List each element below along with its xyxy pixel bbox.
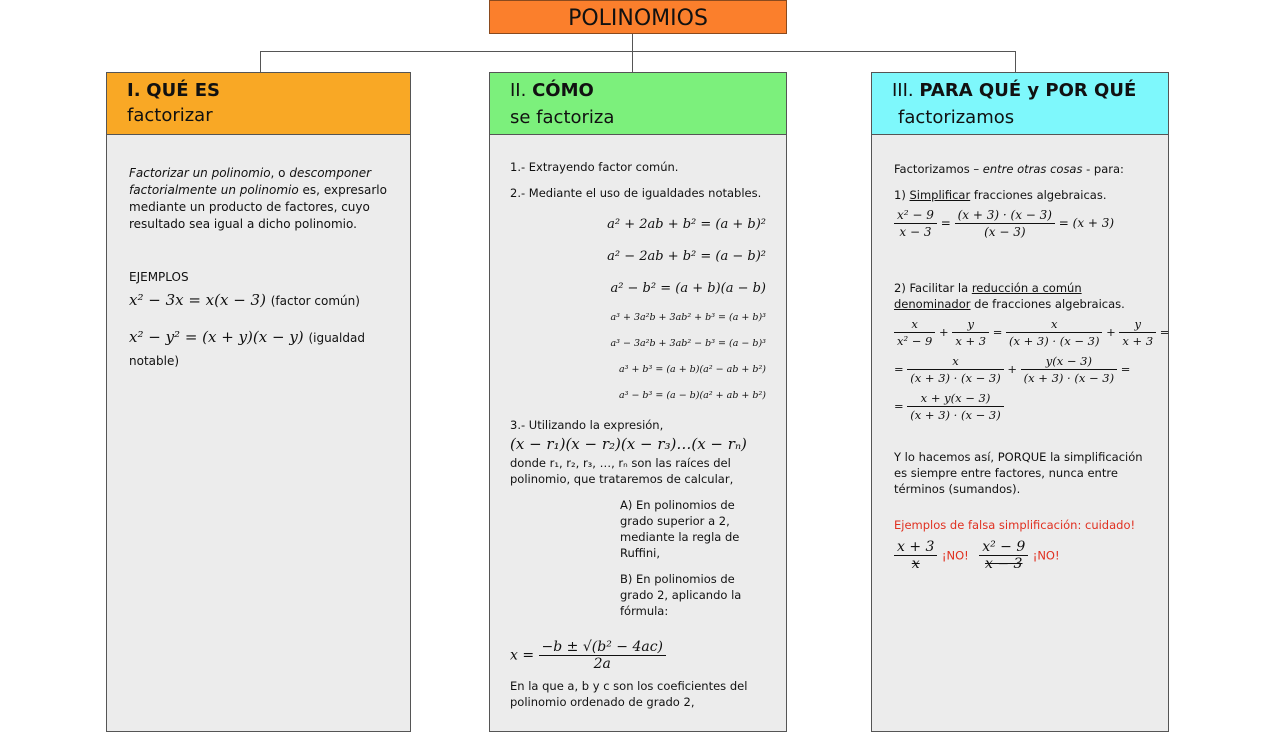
- header-title: CÓMO: [532, 80, 594, 101]
- header-roman: I.: [127, 80, 141, 101]
- formula-denominator: 2a: [593, 656, 611, 672]
- item-2-key: reducción a común denominador: [894, 281, 1082, 311]
- formula-numerator: −b ± √(b² − 4ac): [539, 639, 666, 656]
- fraction-denominator: (x + 3) · (x − 3): [1023, 371, 1115, 385]
- intro-italic: entre otras cosas: [982, 162, 1083, 176]
- fraction-denominator: x² − 9: [897, 334, 933, 348]
- example-1: x² − 3x = x(x − 3): [129, 291, 266, 309]
- reason-text: Y lo hacemos así, PORQUE la simplificación es siempre entre factores, nunca entre términos (sumandos).: [894, 450, 1143, 496]
- false-fraction-denominator: x − 3: [985, 556, 1023, 572]
- no-label: ¡NO!: [941, 548, 969, 563]
- warning-text: Ejemplos de falsa simplificación: cuidado!: [894, 518, 1136, 532]
- fraction-denominator: (x − 3): [984, 225, 1026, 239]
- equals-sign: =: [940, 216, 951, 230]
- step-3: 3.- Utilizando la expresión,: [510, 418, 664, 432]
- identity: a² + 2ab + b² = (a + b)²: [607, 217, 766, 232]
- header-title: PARA QUÉ y POR QUÉ: [919, 80, 1137, 101]
- connector-horizontal: [260, 51, 1016, 52]
- identity: a² − 2ab + b² = (a − b)²: [607, 249, 766, 264]
- example-2-note: (igualdad notable): [129, 331, 365, 368]
- fraction-denominator: (x + 3) · (x − 3): [910, 371, 1001, 385]
- column-header: [872, 73, 1168, 135]
- connector-vertical-main: [632, 34, 633, 72]
- step-2: 2.- Mediante el uso de igualdades notables.: [510, 186, 762, 200]
- examples-label: EJEMPLOS: [129, 270, 189, 284]
- header-subtitle: factorizar: [127, 105, 213, 126]
- fraction-numerator: x: [907, 353, 1003, 370]
- equals-sign: =: [894, 399, 904, 413]
- common-denominator-row-3: [894, 390, 1146, 423]
- header-title: QUÉ ES: [146, 80, 221, 101]
- fraction-denominator: (x + 3) · (x − 3): [910, 408, 1001, 422]
- fraction-numerator: y: [1119, 316, 1156, 333]
- roots-expression: (x − r₁)(x − r₂)(x − r₃)…(x − rₙ): [510, 435, 747, 453]
- false-fraction-numerator: x² − 9: [979, 539, 1028, 556]
- roots-description: donde r₁, r₂, r₃, …, rₙ son las raíces del polinomio, que trataremos de calcular,: [510, 456, 734, 486]
- item-2: [894, 280, 1146, 312]
- result: = (x + 3): [1058, 216, 1115, 230]
- fraction-numerator: x: [1006, 316, 1102, 333]
- common-denominator-row-1: [894, 316, 1170, 349]
- fraction-denominator: x + 3: [1122, 334, 1154, 348]
- identity: a² − b² = (a + b)(a − b): [610, 281, 766, 296]
- identity: a³ − 3a²b + 3ab² − b³ = (a − b)³: [610, 338, 766, 349]
- item-1-text: fracciones algebraicas.: [970, 188, 1107, 202]
- option-b: B) En polinomios de grado 2, aplicando la fórmula:: [620, 572, 742, 618]
- fraction-numerator: x² − 9: [894, 207, 937, 224]
- identity: a³ + 3a²b + 3ab² + b³ = (a + b)³: [610, 312, 766, 323]
- column-como: [489, 72, 787, 732]
- formula-lhs: x =: [510, 647, 535, 664]
- item-1: [894, 187, 1146, 203]
- no-label: ¡NO!: [1032, 548, 1060, 563]
- definition-term-alt: descomponer factorialmente un polinomio: [129, 166, 372, 197]
- intro-text: Factorizamos –: [894, 162, 983, 176]
- connector-left: [260, 51, 261, 72]
- fraction-numerator: x: [894, 316, 935, 333]
- fraction-denominator: (x + 3) · (x − 3): [1009, 334, 1100, 348]
- fraction-denominator: x + 3: [955, 334, 987, 348]
- option-a: A) En polinomios de grado superior a 2, mediante la regla de Ruffini,: [620, 498, 740, 560]
- definition-text-rest: es, expresarlo mediante un producto de factores, cuyo resultado sea igual a dicho polinomio.: [129, 183, 387, 231]
- item-2-text-end: de fracciones algebraicas.: [970, 297, 1125, 311]
- false-fraction-denominator: x: [911, 556, 920, 572]
- header-roman: II.: [510, 80, 527, 101]
- connector-right: [1015, 51, 1016, 72]
- column-para-que: [871, 72, 1169, 732]
- simplification-example: [894, 207, 1146, 240]
- plus-sign: +: [939, 325, 949, 339]
- column-que-es: [106, 72, 411, 732]
- fraction-denominator: x − 3: [899, 225, 932, 239]
- column-header: [107, 73, 410, 135]
- false-fraction-numerator: x + 3: [894, 539, 937, 556]
- example-1-note: (factor común): [270, 294, 360, 308]
- item-2-text: 2) Facilitar la: [894, 281, 972, 295]
- definition: [129, 165, 388, 233]
- intro: [894, 161, 1146, 177]
- identity: a³ − b³ = (a − b)(a² + ab + b²): [618, 390, 766, 401]
- equals-sign: =: [992, 325, 1003, 339]
- false-simplification-examples: [894, 539, 1146, 572]
- identities-list: [510, 209, 766, 409]
- fraction-numerator: y: [952, 316, 989, 333]
- coefficients-note: En la que a, b y c son los coeficientes del polinomio ordenado de grado 2,: [510, 679, 748, 709]
- header-subtitle: factorizamos: [898, 107, 1015, 128]
- equals-sign: =: [1159, 325, 1170, 339]
- fraction-numerator: y(x − 3): [1021, 353, 1117, 370]
- header-roman: III.: [892, 80, 914, 101]
- plus-sign: +: [1106, 325, 1116, 339]
- column-header: [490, 73, 786, 135]
- equals-sign: =: [894, 362, 904, 376]
- item-1-key: Simplificar: [909, 188, 971, 202]
- equals-sign: =: [1120, 362, 1131, 376]
- quadratic-formula: [510, 639, 766, 672]
- item-1-num: 1): [894, 188, 910, 202]
- page-title: POLINOMIOS: [489, 0, 787, 34]
- definition-text: , o: [270, 166, 290, 180]
- plus-sign: +: [1007, 362, 1018, 376]
- identity: a³ + b³ = (a + b)(a² − ab + b²): [618, 364, 766, 375]
- example-2: x² − y² = (x + y)(x − y): [129, 328, 304, 346]
- fraction-numerator: (x + 3) · (x − 3): [955, 207, 1055, 224]
- definition-term: Factorizar un polinomio: [129, 166, 271, 180]
- header-subtitle: se factoriza: [510, 107, 615, 128]
- step-1: 1.- Extrayendo factor común.: [510, 160, 679, 174]
- intro-end: - para:: [1082, 162, 1124, 176]
- fraction-numerator: x + y(x − 3): [907, 390, 1003, 407]
- common-denominator-row-2: [894, 353, 1146, 386]
